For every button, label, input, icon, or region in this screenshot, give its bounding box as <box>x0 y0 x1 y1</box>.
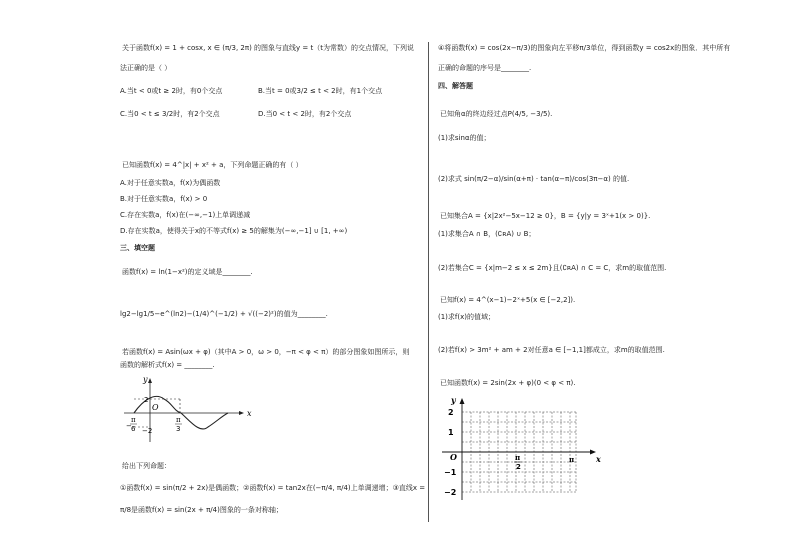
question-range-stem: 已知f(x) = 4^(x−1)−2ˣ+5(x ∈ [−2,2]). <box>440 296 576 304</box>
y-label: y <box>143 375 148 384</box>
fill-question-2: lg2−lg1/5−e^(ln2)−(1/4)^(−1/2) + √((−2)²)的值为________. <box>120 310 328 318</box>
fill-question-4-line2: π/8是函数f(x) = sin(2x + π/4)图象的一条对称轴； <box>120 506 283 514</box>
question-angle-part1: (1)求sinα的值； <box>438 134 491 142</box>
option-c: C.当0 < t ≤ 3/2时，有2个交点 <box>120 110 220 118</box>
option-c: C.存在实数a，f(x)在(−∞,−1)上单调递减 <box>120 211 251 219</box>
fraction-numerator: π <box>131 416 136 424</box>
option-b: B.当t = 0或3/2 ≤ t < 2时，有1个交点 <box>258 87 383 95</box>
origin-label: O <box>152 403 159 412</box>
section-heading: 四、解答题 <box>438 82 473 90</box>
question-set-part1: (1)求集合A ∩ B，(∁ʀA) ∪ B； <box>438 230 536 238</box>
question-set-part2: (2)若集合C = {x|m−2 ≤ x ≤ 2m}且(∁ʀA) ∩ C = C，求m的取值范围. <box>438 264 667 272</box>
x-label: x <box>247 409 252 418</box>
minus-sign: − <box>126 422 132 430</box>
item4-line1: ④将函数f(x) = cos(2x−π/3)的图象向左平移π/3单位，得到函数y = cos2x的图象．其中所有 <box>438 44 731 52</box>
fill-question-3-line1: 若函数f(x) = Asin(ωx + φ)（其中A > 0，ω > 0，−π < φ < π）的部分图象如图所示，则 <box>122 348 410 356</box>
question-range-part1: (1)求f(x)的值域； <box>438 313 495 321</box>
option-a: A.对于任意实数a，f(x)为偶函数 <box>120 179 221 187</box>
tick-label-pi-3 <box>175 416 182 433</box>
option-a: A.当t < 0或t ≥ 2时，有0个交点 <box>120 87 223 95</box>
tick-label-pi-2 <box>514 453 522 471</box>
max-value-label: 2 <box>144 396 149 404</box>
y-tick-label: −1 <box>444 468 457 477</box>
fraction-denominator: 2 <box>516 463 521 471</box>
question-function-stem: 已知函数f(x) = 4^|x| + x² + a，下列命题正确的有（ ） <box>122 161 303 169</box>
fill-question-1: 函数f(x) = ln(1−x²)的定义域是________. <box>122 268 253 276</box>
item4-line2: 正确的命题的序号是________. <box>438 64 532 72</box>
column-divider <box>428 42 429 522</box>
fill-question-4-line1: ①函数f(x) = sin(π/2 + 2x)是偶函数；②函数f(x) = tan2x在(−π/4, π/4)上单调递增；③直线x = <box>120 484 426 492</box>
option-d: D.当0 < t < 2时，有2个交点 <box>258 110 352 118</box>
fraction-denominator: 3 <box>176 425 181 433</box>
option-b: B.对于任意实数a，f(x) > 0 <box>120 195 208 203</box>
fraction-denominator: 6 <box>131 425 136 433</box>
y-label: y <box>451 395 456 405</box>
y-tick-label: −2 <box>444 488 457 497</box>
fill-question-4-intro: 给出下列命题： <box>122 462 171 470</box>
fraction-numerator: π <box>515 453 521 462</box>
tick-label-neg-pi-6 <box>126 416 137 433</box>
y-tick-label: 1 <box>448 428 454 437</box>
section-heading: 三、填空题 <box>120 244 155 252</box>
x-label: x <box>596 454 601 464</box>
origin-label: O <box>450 452 457 462</box>
fill-question-3-line2: 函数的解析式f(x) = ________. <box>120 361 215 369</box>
fraction-numerator: π <box>176 416 181 424</box>
question-angle-part2: (2)求式 sin(π/2−α)/sin(α+π) · tan(α−π)/cos(3π−α) 的值. <box>438 175 630 183</box>
sine-graph <box>120 372 260 444</box>
question-intersection-line1: 关于函数f(x) = 1 + cosx, x ∈ (π/3, 2π) 的图象与直线y = t（t为常数）的交点情况，下列说 <box>122 44 414 52</box>
option-d: D.存在实数a，使得关于x的不等式f(x) ≥ 5的解集为(−∞,−1] ∪ [1, +∞) <box>120 227 348 235</box>
question-angle-stem: 已知角α的终边经过点P(4/5, −3/5). <box>440 110 553 118</box>
question-set-stem: 已知集合A = {x|2x²−5x−12 ≥ 0}，B = {y|y = 3ˣ+1(x > 0)}. <box>440 212 651 220</box>
y-tick-label: 2 <box>448 408 454 417</box>
min-value-label: −2 <box>142 427 153 435</box>
question-sine-stem: 已知函数f(x) = 2sin(2x + φ)(0 < φ < π). <box>440 379 576 387</box>
tick-label-pi: π <box>569 455 575 464</box>
grid-graph <box>436 392 616 504</box>
question-intersection-line2: 法正确的是（ ） <box>120 64 172 72</box>
question-range-part2: (2)若f(x) > 3m² + am + 2对任意a ∈ [−1,1]都成立，求m的取值范围. <box>438 346 665 354</box>
y-axis <box>460 398 465 500</box>
